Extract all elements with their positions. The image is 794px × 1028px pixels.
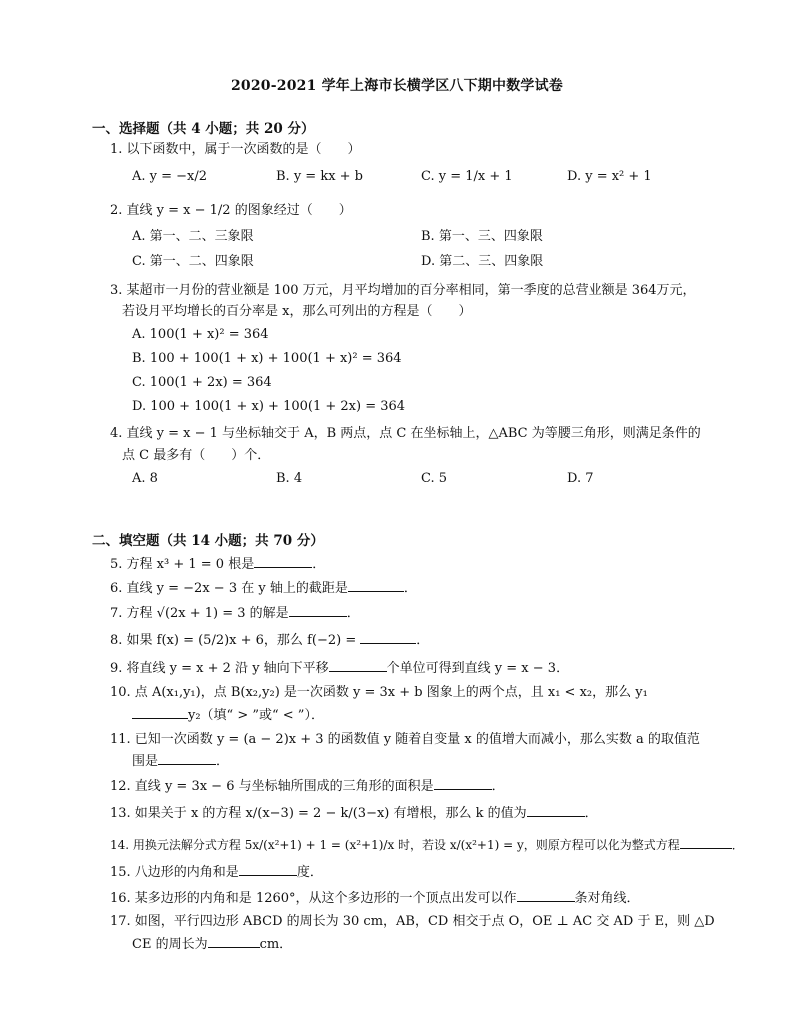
question-17-text: 17. 如图，平行四边形 ABCD 的周长为 30 cm，AB，CD 相交于点 O，OE ⊥ AC 交 AD 于 E，则 △D (110, 914, 715, 929)
question-4-option-b: B. 4 (276, 471, 303, 486)
question-6-end: ． (403, 581, 417, 596)
question-17-line2 (132, 935, 292, 954)
answer-blank[interactable] (348, 579, 404, 592)
answer-blank[interactable] (360, 631, 416, 644)
question-5-end: ． (312, 557, 326, 572)
question-10-end: y₂（填“ > ”或“ < ”）． (188, 708, 324, 723)
answer-blank[interactable] (527, 804, 585, 817)
exam-title: 2020-2021 学年上海市长横学区八下期中数学试卷 (230, 78, 563, 94)
question-8 (110, 631, 429, 650)
question-12 (110, 777, 505, 796)
question-1-stem: 1. 以下函数中，属于一次函数的是（ ） (110, 142, 361, 157)
question-2-stem: 2. 直线 y = x − 1/2 的图象经过（ ） (110, 203, 352, 218)
question-14-text: 14. 用换元法解分式方程 5x/(x²+1) + 1 = (x²+1)/x 时，若设 x/(x²+1) = y，则原方程可以化为整式方程 (110, 838, 680, 852)
question-17-line2-text: CE 的周长为 (132, 937, 208, 952)
question-9-text: 9. 将直线 y = x + 2 沿 y 轴向下平移 (110, 661, 329, 676)
question-11 (110, 731, 700, 749)
question-11-line2-text: 围是 (132, 754, 159, 769)
question-3-option-d: D. 100 + 100(1 + x) + 100(1 + 2x) = 364 (132, 399, 406, 414)
answer-blank[interactable] (132, 706, 188, 719)
question-12-text: 12. 直线 y = 3x − 6 与坐标轴所围成的三角形的面积是 (110, 779, 434, 794)
answer-blank[interactable] (158, 752, 216, 765)
answer-blank[interactable] (289, 604, 347, 617)
answer-blank[interactable] (254, 555, 312, 568)
question-13-end: ． (584, 806, 598, 821)
question-10-line2 (132, 706, 324, 725)
question-7-end: ． (346, 606, 360, 621)
question-5-text: 5. 方程 x³ + 1 = 0 根是 (110, 557, 255, 572)
answer-blank[interactable] (329, 659, 387, 672)
question-9 (110, 659, 569, 678)
question-17-end: cm． (259, 937, 293, 952)
question-2-option-a: A. 第一、二、三象限 (132, 229, 254, 244)
question-1-option-a: A. y = −x/2 (132, 169, 208, 184)
question-15-end: 度． (296, 865, 323, 880)
question-13-text: 13. 如果关于 x 的方程 x/(x−3) = 2 − k/(3−x) 有增根，那么 k 的值为 (110, 806, 527, 821)
question-16-end: 条对角线． (574, 891, 640, 906)
question-2-option-d: D. 第二、三、四象限 (421, 254, 544, 269)
question-16-text: 16. 某多边形的内角和是 1260°，从这个多边形的一个顶点出发可以作 (110, 891, 517, 906)
section-heading-choice: 一、选择题（共 4 小题；共 20 分） (92, 121, 315, 137)
question-10 (110, 684, 648, 702)
question-3-stem-continued: 若设月平均增长的百分率是 x，那么可列出的方程是（ ） (122, 304, 472, 319)
question-6 (110, 579, 417, 598)
question-1-option-d: D. y = x² + 1 (567, 169, 652, 184)
section-heading-fill: 二、填空题（共 14 小题；共 70 分） (92, 533, 324, 549)
question-12-end: ． (491, 779, 505, 794)
answer-blank[interactable] (208, 935, 260, 948)
question-4-option-a: A. 8 (132, 471, 158, 486)
question-10-text: 10. 点 A(x₁,y₁)，点 B(x₂,y₂) 是一次函数 y = 3x + b 图象上的两个点，且 x₁ < x₂，那么 y₁ (110, 685, 648, 700)
question-1-option-b: B. y = kx + b (276, 169, 364, 184)
question-16 (110, 889, 640, 908)
question-11-end: ． (216, 754, 230, 769)
question-14-end: ． (731, 838, 744, 852)
answer-blank[interactable] (517, 889, 575, 902)
question-1-option-c: C. y = 1/x + 1 (421, 169, 513, 184)
answer-blank[interactable] (434, 777, 492, 790)
answer-blank[interactable] (239, 863, 297, 876)
question-6-text: 6. 直线 y = −2x − 3 在 y 轴上的截距是 (110, 581, 348, 596)
question-7-text: 7. 方程 √(2x + 1) = 3 的解是 (110, 606, 289, 621)
question-4-stem-continued: 点 C 最多有（ ）个． (122, 448, 271, 463)
question-3-stem: 3. 某超市一月份的营业额是 100 万元，月平均增加的百分率相同，第一季度的总营业额是 364万元， (110, 283, 696, 298)
question-4-stem: 4. 直线 y = x − 1 与坐标轴交于 A，B 两点，点 C 在坐标轴上，△ABC 为等腰三角形，则满足条件的 (110, 426, 701, 441)
question-15 (110, 863, 323, 882)
question-7 (110, 604, 360, 623)
question-4-option-d: D. 7 (567, 471, 594, 486)
question-4-option-c: C. 5 (421, 471, 448, 486)
question-3-option-b: B. 100 + 100(1 + x) + 100(1 + x)² = 364 (132, 351, 402, 366)
question-17 (110, 913, 715, 931)
question-11-line2 (132, 752, 229, 771)
question-5 (110, 555, 325, 574)
question-3-option-a: A. 100(1 + x)² = 364 (132, 327, 269, 342)
question-15-text: 15. 八边形的内角和是 (110, 865, 239, 880)
question-2-option-c: C. 第一、二、四象限 (132, 254, 254, 269)
answer-blank[interactable] (680, 836, 732, 849)
question-13 (110, 804, 598, 823)
question-8-text: 8. 如果 f(x) = (5/2)x + 6，那么 f(−2) = (110, 633, 357, 648)
question-3-option-c: C. 100(1 + 2x) = 364 (132, 375, 272, 390)
question-9-end: 个单位可得到直线 y = x − 3． (386, 661, 570, 676)
question-2-option-b: B. 第一、三、四象限 (421, 229, 543, 244)
question-8-end: ． (416, 633, 430, 648)
question-11-text: 11. 已知一次函数 y = (a − 2)x + 3 的函数值 y 随着自变量 x 的值增大而减小，那么实数 a 的取值范 (110, 732, 700, 747)
question-14 (110, 836, 744, 854)
